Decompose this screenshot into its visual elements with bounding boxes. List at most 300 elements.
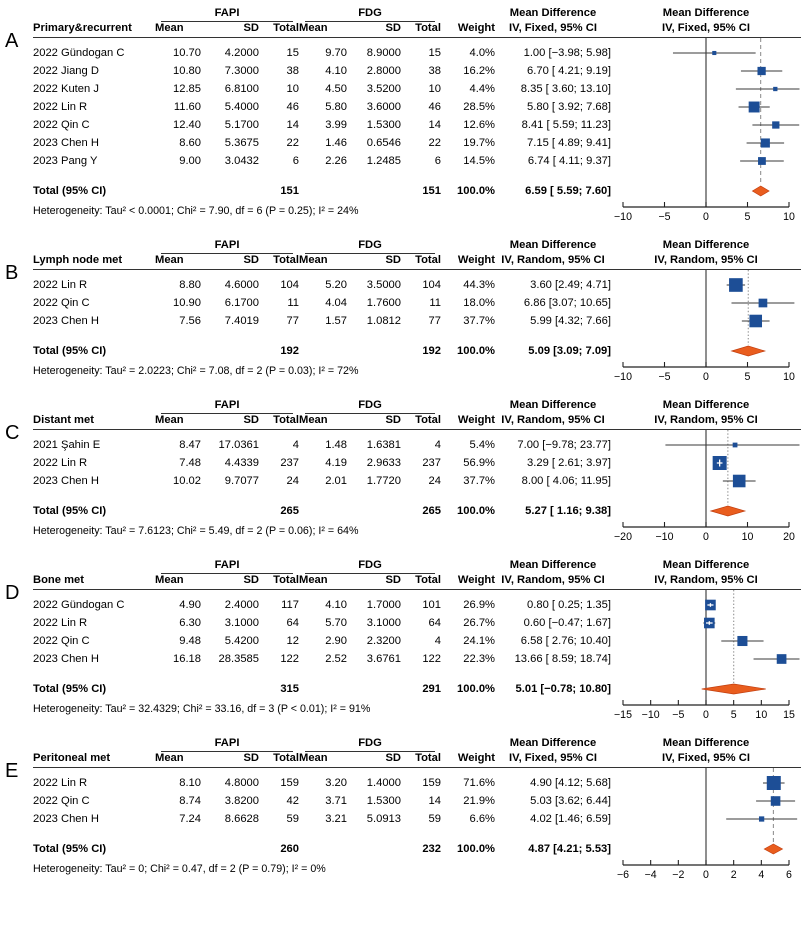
study-label: 2022 Qin C [33, 795, 90, 807]
md-value: 6.86 [3.07; 10.65] [523, 297, 611, 309]
md-value: 8.35 [ 3.60; 13.10] [520, 83, 611, 95]
fdg-total: 38 [428, 65, 441, 77]
fapi-sd: 6.1700 [224, 297, 259, 309]
panel-header [33, 736, 803, 766]
total-md: 6.59 [ 5.59; 7.60] [525, 185, 611, 197]
fapi-sd: 3.8200 [224, 795, 259, 807]
subgroup-label: Lymph node met [33, 254, 123, 266]
panel-letter: E [5, 760, 19, 782]
fapi-mean: 10.70 [173, 47, 201, 59]
fdg-total: 77 [428, 315, 441, 327]
study-table [33, 270, 611, 384]
study-row [33, 596, 611, 614]
total-weight: 100.0% [457, 505, 495, 517]
weight: 37.7% [463, 475, 495, 487]
spacer-cell [347, 840, 401, 858]
panel-A [3, 6, 803, 224]
study-label: 2022 Lin R [33, 777, 88, 789]
panel-header [33, 6, 803, 36]
study-square [733, 443, 738, 448]
study-row [33, 62, 611, 80]
fdg-sd-header: SD [385, 414, 401, 426]
study-row [33, 276, 611, 294]
md-value: 7.00 [−9.78; 23.77] [517, 439, 611, 451]
study-label: 2023 Chen H [33, 315, 99, 327]
fapi-total: 237 [280, 457, 299, 469]
fdg-total-header: Total [415, 414, 441, 426]
total-fdg-n: 151 [422, 185, 441, 197]
total-diamond [702, 684, 766, 694]
total-diamond [764, 844, 782, 854]
fapi-total: 59 [286, 813, 299, 825]
weight: 37.7% [463, 315, 495, 327]
md-value: 7.15 [ 4.89; 9.41] [527, 137, 611, 149]
fapi-sd: 4.6000 [224, 279, 259, 291]
fdg-mean: 2.01 [325, 475, 347, 487]
total-weight: 100.0% [457, 345, 495, 357]
total-md: 4.87 [4.21; 5.53] [528, 843, 611, 855]
panel-E [3, 736, 803, 882]
fapi-total: 15 [286, 47, 299, 59]
fdg-group-header: FDG [305, 238, 435, 254]
model-header: IV, Random, 95% CI [501, 574, 605, 586]
panel-D [3, 558, 803, 722]
fapi-mean: 7.24 [179, 813, 201, 825]
md-value: 8.00 [ 4.06; 11.95] [521, 475, 611, 487]
fdg-total: 11 [429, 297, 441, 309]
fapi-mean: 9.00 [179, 155, 201, 167]
spacer-cell [441, 6, 495, 22]
total-diamond [711, 506, 745, 516]
fdg-total: 104 [422, 279, 441, 291]
fapi-total: 104 [280, 279, 299, 291]
spacer-cell [347, 502, 401, 520]
group-header-row [33, 6, 611, 21]
fapi-mean: 12.85 [173, 83, 201, 95]
fapi-mean: 6.30 [179, 617, 201, 629]
fdg-total: 6 [434, 155, 441, 167]
weight: 26.7% [463, 617, 495, 629]
fdg-sd-header: SD [385, 254, 401, 266]
fdg-sd-header: SD [385, 752, 401, 764]
subgroup-label: Peritoneal met [33, 752, 111, 764]
weight: 6.6% [469, 813, 495, 825]
total-label: Total (95% CI) [33, 345, 107, 357]
fdg-mean: 3.21 [325, 813, 347, 825]
plot-md-header: Mean Difference [662, 399, 750, 411]
spacer-cell [441, 736, 495, 752]
weight: 56.9% [463, 457, 495, 469]
axis-tick-label: −5 [658, 371, 671, 383]
plot-md-header: Mean Difference [662, 239, 750, 251]
axis-tick-label: 5 [730, 709, 737, 721]
fdg-total: 14 [428, 119, 441, 131]
table-header [33, 736, 611, 766]
plot-model-header: IV, Random, 95% CI [654, 574, 758, 586]
panel-body [33, 270, 803, 384]
weight-header: Weight [457, 574, 495, 586]
panel-body [33, 38, 803, 224]
fdg-total: 24 [428, 475, 441, 487]
study-label: 2022 Lin R [33, 279, 88, 291]
fdg-sd: 3.1000 [366, 617, 401, 629]
total-md: 5.09 [3.09; 7.09] [528, 345, 611, 357]
fapi-mean: 12.40 [173, 119, 201, 131]
fdg-total-header: Total [415, 22, 441, 34]
weight: 44.3% [463, 279, 495, 291]
study-row [33, 774, 611, 792]
spacer-cell [347, 342, 401, 360]
fapi-total: 11 [287, 297, 299, 309]
fapi-total: 12 [286, 635, 299, 647]
fdg-mean: 3.99 [325, 119, 347, 131]
fapi-total: 117 [281, 599, 299, 611]
fdg-group-header: FDG [305, 398, 435, 414]
axis-tick-label: 6 [786, 869, 792, 881]
fdg-mean: 1.46 [325, 137, 347, 149]
plot-model-header: IV, Fixed, 95% CI [662, 22, 750, 34]
fapi-mean: 8.47 [179, 439, 201, 451]
fapi-sd: 8.6628 [224, 813, 259, 825]
md-value: 13.66 [ 8.59; 18.74] [514, 653, 611, 665]
weight: 4.0% [469, 47, 495, 59]
panel-header [33, 558, 803, 588]
study-square [729, 278, 743, 292]
fdg-total: 4 [434, 635, 441, 647]
weight: 26.9% [463, 599, 495, 611]
study-square [772, 121, 779, 128]
panel-B [3, 238, 803, 384]
column-header-row [33, 21, 611, 36]
fapi-mean: 11.60 [173, 101, 201, 113]
weight: 71.6% [463, 777, 495, 789]
md-column-header: Mean Difference [509, 7, 597, 19]
row-spacer [33, 668, 611, 680]
study-square [758, 157, 766, 165]
fapi-mean: 4.90 [179, 599, 201, 611]
study-square [712, 51, 716, 55]
column-header-row [33, 413, 611, 428]
column-header-row [33, 253, 611, 268]
total-row [33, 182, 611, 200]
fapi-mean: 7.48 [179, 457, 201, 469]
total-fapi-n: 315 [280, 683, 299, 695]
fdg-sd: 3.5000 [366, 279, 401, 291]
md-value: 0.60 [−0.47; 1.67] [523, 617, 611, 629]
fdg-total: 22 [428, 137, 441, 149]
forest-plot-B [611, 270, 801, 384]
spacer-cell [33, 238, 155, 254]
study-square [777, 654, 787, 664]
study-label: 2022 Kuten J [33, 83, 99, 95]
heterogeneity-note: Heterogeneity: Tau² = 7.6123; Chi² = 5.49, df = 2 (P = 0.06); I² = 64% [33, 525, 359, 537]
study-label: 2023 Chen H [33, 137, 99, 149]
plot-header [611, 398, 801, 428]
fdg-mean: 4.10 [325, 599, 347, 611]
fdg-sd: 1.7000 [366, 599, 401, 611]
fapi-sd: 5.3675 [224, 137, 259, 149]
md-value: 3.60 [2.49; 4.71] [530, 279, 611, 291]
study-label: 2023 Chen H [33, 653, 99, 665]
fapi-sd: 2.4000 [224, 599, 259, 611]
total-diamond [752, 186, 769, 196]
axis-tick-label: −10 [641, 709, 660, 721]
study-table [33, 38, 611, 224]
fapi-group-header: FAPI [161, 736, 293, 752]
fdg-total: 237 [422, 457, 441, 469]
forest-plot-A [611, 38, 801, 224]
row-spacer [33, 170, 611, 182]
axis-tick-label: 4 [758, 869, 765, 881]
plot-model-header: IV, Fixed, 95% CI [662, 752, 750, 764]
group-header-row [33, 558, 611, 573]
heterogeneity-note: Heterogeneity: Tau² = 32.4329; Chi² = 33.16, df = 3 (P < 0.01); I² = 91% [33, 703, 371, 715]
fdg-mean: 9.70 [325, 47, 347, 59]
axis-tick-label: 15 [783, 709, 795, 721]
study-square [737, 636, 747, 646]
fapi-sd: 7.3000 [224, 65, 259, 77]
fapi-sd: 3.0432 [224, 155, 259, 167]
fdg-sd: 5.0913 [366, 813, 401, 825]
spacer-cell [347, 680, 401, 698]
fapi-sd: 17.0361 [218, 439, 259, 451]
study-table [33, 768, 611, 882]
study-table [33, 430, 611, 544]
study-row [33, 44, 611, 62]
spacer-cell [33, 558, 155, 574]
panel-letter: A [5, 30, 19, 52]
fapi-total: 6 [292, 155, 299, 167]
fdg-sd: 1.2485 [366, 155, 401, 167]
panel-body [33, 768, 803, 882]
spacer-cell [299, 502, 347, 520]
fapi-sd-header: SD [243, 254, 259, 266]
md-value: 6.74 [ 4.11; 9.37] [527, 155, 611, 167]
row-spacer [33, 490, 611, 502]
study-row [33, 472, 611, 490]
spacer-cell [347, 182, 401, 200]
fdg-mean: 4.10 [325, 65, 347, 77]
total-diamond [732, 346, 765, 356]
study-row [33, 650, 611, 668]
fapi-total: 4 [292, 439, 299, 451]
fapi-sd-header: SD [243, 414, 259, 426]
fapi-sd: 6.8100 [224, 83, 259, 95]
plot-model-header: IV, Random, 95% CI [654, 414, 758, 426]
fapi-total: 122 [280, 653, 299, 665]
study-label: 2022 Qin C [33, 635, 90, 647]
spacer-cell [441, 398, 495, 414]
total-fdg-n: 232 [422, 843, 441, 855]
fapi-group-header: FAPI [161, 398, 293, 414]
plot-header [611, 736, 801, 766]
total-fapi-n: 265 [280, 505, 299, 517]
weight: 28.5% [463, 101, 495, 113]
panel-letter: B [5, 262, 19, 284]
fapi-total: 159 [280, 777, 299, 789]
plot-header [611, 238, 801, 268]
fapi-sd: 9.7077 [224, 475, 259, 487]
study-row [33, 632, 611, 650]
study-label: 2023 Pang Y [33, 155, 98, 167]
fapi-total-header: Total [273, 414, 299, 426]
fapi-sd: 3.1000 [224, 617, 259, 629]
fdg-total-header: Total [415, 254, 441, 266]
fapi-mean-header: Mean [155, 574, 184, 586]
fapi-sd: 5.4000 [224, 101, 259, 113]
column-header-row [33, 751, 611, 766]
spacer-cell [299, 342, 347, 360]
weight-header: Weight [457, 414, 495, 426]
fdg-sd: 1.7720 [366, 475, 401, 487]
fapi-total: 64 [286, 617, 299, 629]
study-row [33, 614, 611, 632]
model-header: IV, Fixed, 95% CI [509, 22, 597, 34]
md-column-header: Mean Difference [509, 399, 597, 411]
fdg-sd-header: SD [385, 574, 401, 586]
study-square [749, 102, 760, 113]
fapi-mean-header: Mean [155, 254, 184, 266]
weight-header: Weight [457, 752, 495, 764]
total-row [33, 342, 611, 360]
weight: 14.5% [463, 155, 495, 167]
fdg-total: 4 [434, 439, 441, 451]
fdg-total: 122 [422, 653, 441, 665]
fapi-group-header: FAPI [161, 6, 293, 22]
fdg-sd: 2.3200 [366, 635, 401, 647]
heterogeneity-note: Heterogeneity: Tau² = 0; Chi² = 0.47, df = 2 (P = 0.79); I² = 0% [33, 863, 326, 875]
axis-tick-label: 0 [703, 371, 709, 383]
study-square [733, 475, 746, 488]
axis-tick-label: 10 [741, 531, 754, 543]
weight: 16.2% [463, 65, 495, 77]
total-weight: 100.0% [457, 843, 495, 855]
md-value: 3.29 [ 2.61; 3.97] [527, 457, 611, 469]
md-value: 6.58 [ 2.76; 10.40] [520, 635, 611, 647]
fapi-total: 42 [286, 795, 299, 807]
fdg-mean-header: Mean [299, 254, 328, 266]
plot-md-header: Mean Difference [662, 559, 750, 571]
fapi-total-header: Total [273, 254, 299, 266]
study-square [759, 299, 768, 308]
weight: 24.1% [463, 635, 495, 647]
axis-tick-label: −5 [672, 709, 685, 721]
study-square [759, 816, 764, 821]
plot-header [611, 6, 801, 36]
fdg-mean-header: Mean [299, 574, 328, 586]
axis-tick-label: −2 [672, 869, 685, 881]
fdg-sd: 1.5300 [366, 795, 401, 807]
fapi-total: 22 [286, 137, 299, 149]
fapi-total: 46 [286, 101, 299, 113]
fdg-mean-header: Mean [299, 414, 328, 426]
model-header: IV, Fixed, 95% CI [509, 752, 597, 764]
md-value: 4.02 [1.46; 6.59] [530, 813, 611, 825]
axis-tick-label: −20 [614, 531, 632, 543]
total-weight: 100.0% [457, 185, 495, 197]
md-value: 8.41 [ 5.59; 11.23] [521, 119, 611, 131]
row-spacer [33, 330, 611, 342]
table-header [33, 398, 611, 428]
spacer-cell [299, 680, 347, 698]
fapi-sd: 4.4339 [224, 457, 259, 469]
fapi-total: 10 [286, 83, 299, 95]
axis-tick-label: −6 [616, 869, 630, 881]
fdg-sd: 1.7600 [366, 297, 401, 309]
axis-tick-label: 5 [744, 371, 751, 383]
study-label: 2022 Gündogan C [33, 599, 125, 611]
heterogeneity-note: Heterogeneity: Tau² = 2.0223; Chi² = 7.08, df = 2 (P = 0.03); I² = 72% [33, 365, 359, 377]
weight: 21.9% [463, 795, 495, 807]
group-header-row [33, 238, 611, 253]
weight-header: Weight [457, 254, 495, 266]
weight: 4.4% [469, 83, 495, 95]
weight: 18.0% [463, 297, 495, 309]
study-row [33, 152, 611, 170]
total-fdg-n: 291 [422, 683, 441, 695]
forest-plot-E [611, 768, 801, 882]
study-row [33, 294, 611, 312]
axis-tick-label: −4 [644, 869, 657, 881]
forest-plot-figure [3, 6, 803, 882]
study-square [767, 776, 781, 790]
study-label: 2022 Jiang D [33, 65, 99, 77]
plot-model-header: IV, Random, 95% CI [654, 254, 758, 266]
md-value: 5.80 [ 3.92; 7.68] [527, 101, 611, 113]
column-header-row [33, 573, 611, 588]
fdg-total: 14 [428, 795, 441, 807]
total-fdg-n: 192 [422, 345, 441, 357]
fdg-mean: 2.90 [325, 635, 347, 647]
total-label: Total (95% CI) [33, 683, 107, 695]
axis-tick-label: 0 [703, 709, 709, 721]
total-label: Total (95% CI) [33, 843, 107, 855]
fdg-total: 101 [422, 599, 441, 611]
fdg-mean: 3.20 [325, 777, 347, 789]
group-header-row [33, 736, 611, 751]
fdg-sd: 0.6546 [366, 137, 401, 149]
weight: 12.6% [463, 119, 495, 131]
total-fdg-n: 265 [422, 505, 441, 517]
axis-tick-label: −10 [614, 211, 632, 223]
total-fapi-n: 260 [280, 843, 299, 855]
axis-tick-label: −15 [614, 709, 632, 721]
axis-tick-label: 5 [744, 211, 751, 223]
study-row [33, 792, 611, 810]
study-row [33, 810, 611, 828]
fapi-mean-header: Mean [155, 414, 184, 426]
fdg-sd-header: SD [385, 22, 401, 34]
fapi-total-header: Total [273, 574, 299, 586]
study-row [33, 134, 611, 152]
panel-C [3, 398, 803, 544]
fapi-total: 77 [286, 315, 299, 327]
fapi-sd: 4.8000 [224, 777, 259, 789]
fdg-mean-header: Mean [299, 752, 328, 764]
study-label: 2023 Chen H [33, 475, 99, 487]
fdg-sd: 8.9000 [366, 47, 401, 59]
fapi-total-header: Total [273, 752, 299, 764]
group-header-row [33, 398, 611, 413]
fdg-total: 64 [428, 617, 441, 629]
fapi-sd: 28.3585 [218, 653, 259, 665]
fdg-mean: 3.71 [325, 795, 347, 807]
fdg-total: 46 [428, 101, 441, 113]
weight-header: Weight [457, 22, 495, 34]
study-row [33, 436, 611, 454]
fdg-mean: 5.80 [325, 101, 347, 113]
total-row [33, 502, 611, 520]
